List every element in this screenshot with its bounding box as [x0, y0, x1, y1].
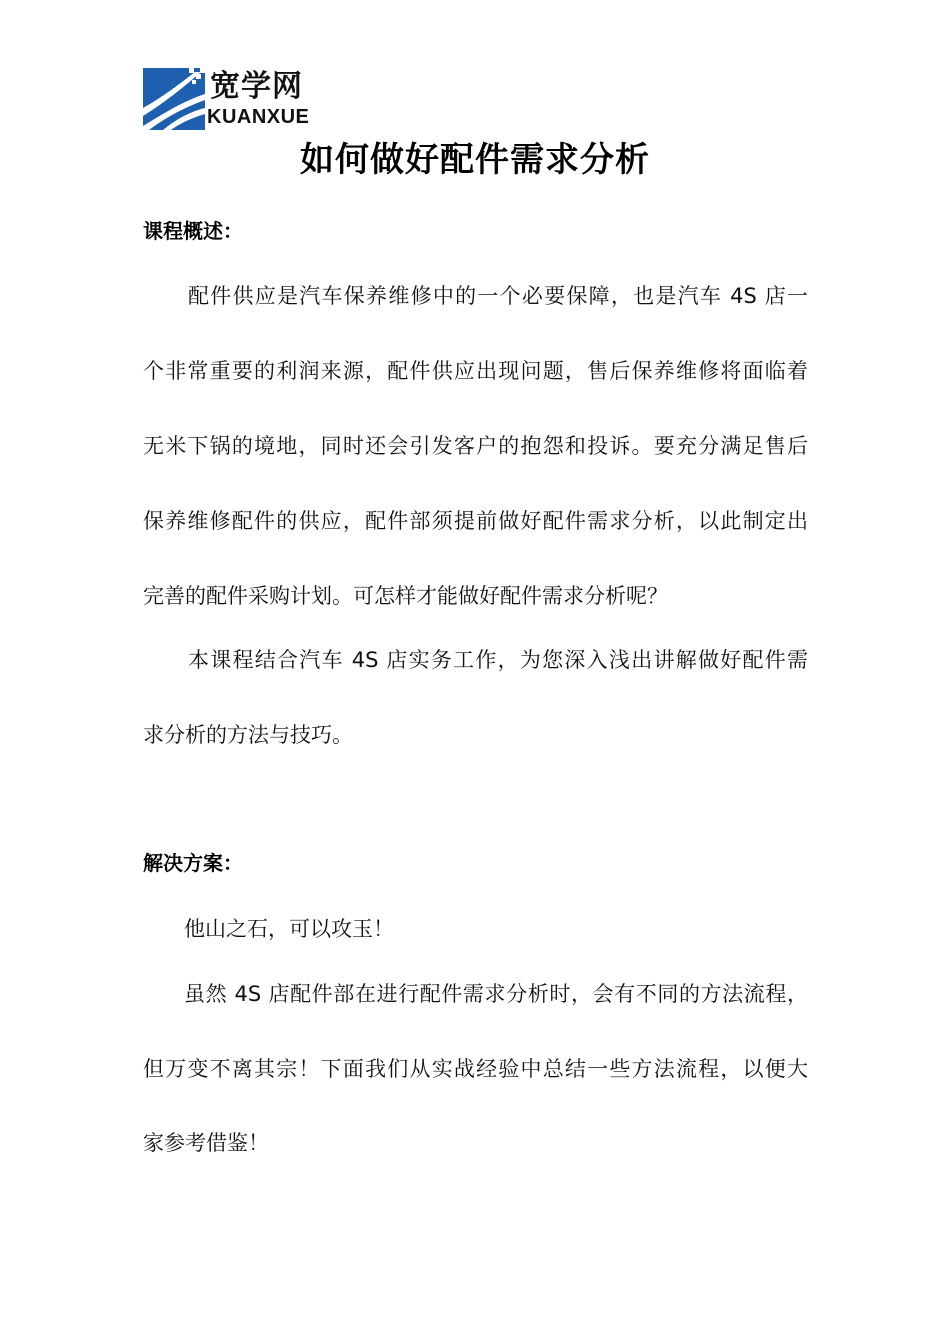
document-title: 如何做好配件需求分析 — [300, 140, 650, 180]
paragraph-line: 他山之石，可以攻玉！ — [184, 917, 394, 941]
paragraph-line: 虽然 4S 店配件部在进行配件需求分析时，会有不同的方法流程， — [184, 982, 808, 1006]
paragraph-line: 保养维修配件的供应，配件部须提前做好配件需求分析，以此制定出 — [143, 509, 808, 533]
paragraph-line: 无米下锅的境地，同时还会引发客户的抱怨和投诉。要充分满足售后 — [143, 434, 808, 458]
logo-english-text: KUANXUE — [207, 106, 310, 128]
paragraph-line: 个非常重要的利润来源，配件供应出现问题，售后保养维修将面临着 — [143, 359, 808, 383]
paragraph-line: 本课程结合汽车 4S 店实务工作，为您深入浅出讲解做好配件需 — [188, 648, 808, 672]
paragraph-line: 但万变不离其宗！下面我们从实战经验中总结一些方法流程，以便大 — [143, 1057, 808, 1081]
kuanxue-logo — [143, 68, 323, 132]
paragraph-line: 家参考借鉴！ — [143, 1131, 269, 1155]
overview-heading: 课程概述： — [143, 219, 243, 243]
paragraph-line: 配件供应是汽车保养维修中的一个必要保障，也是汽车 4S 店一 — [188, 284, 808, 308]
kuanxue-logo-mark-icon — [143, 68, 205, 130]
solution-heading: 解决方案： — [143, 851, 243, 875]
paragraph-line: 求分析的方法与技巧。 — [143, 723, 353, 747]
paragraph-line: 完善的配件采购计划。可怎样才能做好配件需求分析呢？ — [143, 584, 668, 608]
logo-chinese-text: 宽学网 — [210, 69, 303, 104]
